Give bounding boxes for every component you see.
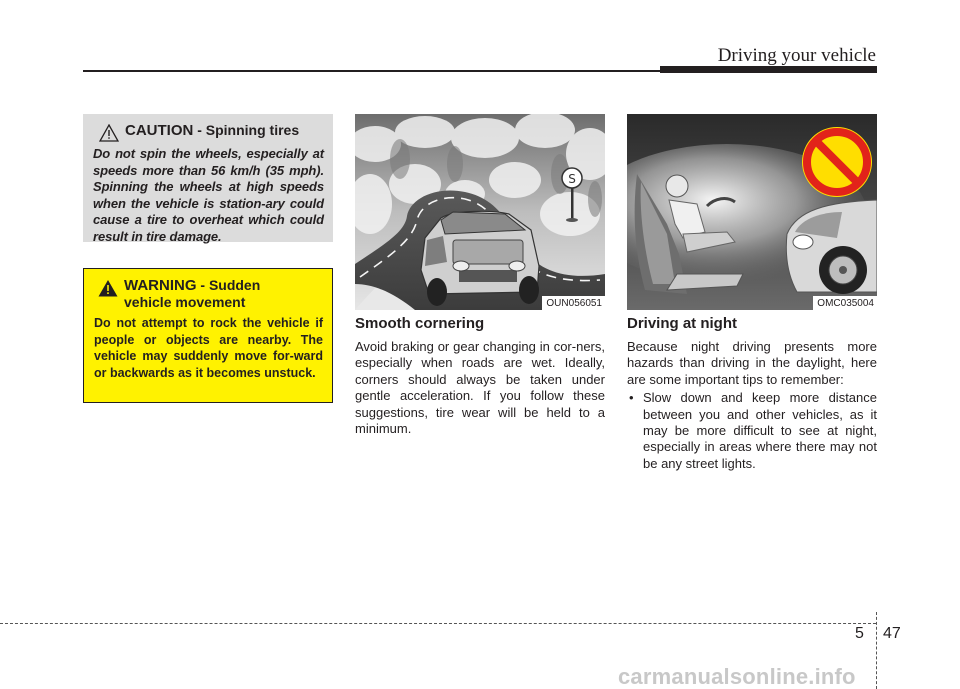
section-number: 5 — [855, 625, 864, 642]
list-item — [627, 390, 877, 472]
header-rule — [83, 70, 660, 72]
warning-label: WARNING — [124, 277, 197, 294]
warning-box — [83, 268, 333, 403]
caution-triangle-icon — [99, 124, 119, 142]
figure-night-driving — [627, 114, 877, 310]
caution-label: CAUTION — [125, 122, 194, 139]
car-on-curved-road-illustration — [355, 114, 605, 310]
warning-triangle-icon — [98, 279, 118, 297]
caution-box — [83, 114, 333, 242]
warning-subtitle: - Sudden — [196, 277, 261, 293]
figure-code-2: OMC035004 — [813, 296, 877, 310]
warning-body: Do not attempt to rock the vehicle if people or objects are nearby. The vehicle may suddenly move for-ward or backwards as it becomes unstuck. — [94, 316, 323, 380]
svg-text:S: S — [568, 172, 576, 186]
night-driving-tip: Slow down and keep more distance between you and other vehicles, as it may be more difficult to see at night, especially in areas where there may not be any street lights. — [643, 390, 877, 471]
warning-header — [94, 277, 323, 311]
page-header-title: Driving your vehicle — [717, 45, 876, 66]
smooth-cornering-section — [355, 315, 605, 437]
caution-subtitle: - Spinning tires — [193, 122, 300, 138]
page-number: 47 — [883, 625, 901, 642]
smooth-cornering-body: Avoid braking or gear changing in cor-ners, especially when roads are wet. Ideally, corners should always be taken under gentle acceleration. If you follow these suggestions, tire wear will be held to a minimum. — [355, 339, 605, 437]
caution-body: Do not spin the wheels, especially at speeds more than 56 km/h (35 mph). Spinning the wheels at high speeds when the vehicle is station-ary could cause a tire to overheat which could result in tire damage. — [93, 146, 324, 244]
night-driving-intro: Because night driving presents more hazards than driving in the daylight, here are some important tips to remember: — [627, 339, 877, 387]
night-driving-section — [627, 315, 877, 472]
figure-code-1: OUN056051 — [542, 296, 605, 310]
night-driving-prohibition-illustration — [627, 114, 877, 310]
footer-rule — [0, 623, 876, 624]
night-driving-heading: Driving at night — [627, 315, 737, 332]
bullet-icon: • — [629, 390, 634, 406]
smooth-cornering-heading: Smooth cornering — [355, 315, 485, 332]
figure-smooth-cornering — [355, 114, 605, 310]
footer-divider — [876, 612, 877, 689]
warning-subtitle-line2: vehicle movement — [124, 294, 246, 310]
watermark: carmanualsonline.info — [618, 664, 856, 689]
prohibition-sign — [802, 127, 872, 197]
header-rule-accent — [660, 66, 877, 73]
caution-header — [93, 122, 324, 142]
